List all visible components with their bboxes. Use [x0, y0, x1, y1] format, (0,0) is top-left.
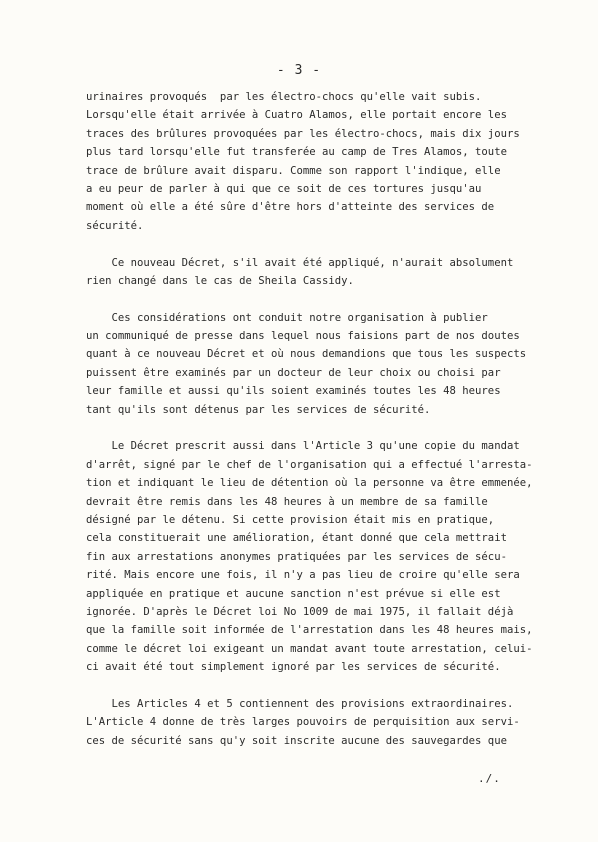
- text-line: désigné par le détenu. Si cette provision était mis en pratique,: [86, 513, 495, 526]
- text-line: leur famille et aussi qu'ils soient examinés toutes les 48 heures: [86, 385, 501, 398]
- text-line: Ce nouveau Décret, s'il avait été appliqué, n'aurait absolument: [86, 256, 514, 269]
- continuation-mark: ./.: [478, 772, 501, 785]
- paragraph-gap: [86, 677, 556, 695]
- text-line: plus tard lorsqu'elle fut transferée au camp de Tres Alamos, toute: [86, 146, 507, 159]
- text-line: urinaires provoqués par les électro-chocs qu'elle vait subis.: [86, 91, 482, 103]
- text-line: comme le décret loi exigeant un mandat avant toute arrestation, celui-: [86, 642, 533, 655]
- text-line: trace de brûlure avait disparu. Comme son rapport l'indique, elle: [86, 164, 501, 177]
- text-line: Les Articles 4 et 5 contiennent des provisions extraordinaires.: [86, 697, 514, 710]
- text-line: tion et indiquant le lieu de détention où la personne va être emmenée,: [86, 477, 533, 490]
- text-line: appliquée en pratique et aucune sanction n'est prévue si elle est: [86, 587, 501, 600]
- text-line: moment où elle a été sûre d'être hors d'atteinte des services de: [86, 201, 495, 214]
- text-line: traces des brûlures provoquées par les électro-chocs, mais dix jours: [86, 127, 520, 140]
- text-line: ci avait été tout simplement ignoré par les services de sécurité.: [86, 661, 501, 674]
- text-line: a eu peur de parler à qui que ce soit de ces tortures jusqu'au: [86, 182, 482, 195]
- page-number: [0, 63, 598, 78]
- text-line: Ces considérations ont conduit notre organisation à publier: [86, 311, 488, 324]
- text-line: ignorée. D'après le Décret loi No 1009 de mai 1975, il fallait déjà: [86, 605, 514, 618]
- paragraph-gap: [86, 290, 556, 308]
- text-line: devrait être remis dans les 48 heures à un membre de sa famille: [86, 495, 488, 508]
- paragraph-gap: [86, 419, 556, 437]
- text-line: d'arrêt, signé par le chef de l'organisation qui a effectué l'arresta-: [86, 458, 533, 471]
- text-line: Le Décret prescrit aussi dans l'Article 3 qu'une copie du mandat: [86, 440, 520, 453]
- paragraph-gap: [86, 235, 556, 253]
- text-line: un communiqué de presse dans lequel nous faisions part de nos doutes: [86, 330, 520, 343]
- page-number-text: - 3 -: [276, 63, 322, 78]
- paragraph: [86, 437, 556, 676]
- text-line: tant qu'ils sont détenus par les services de sécurité.: [86, 403, 431, 416]
- text-line: cela constituerait une amélioration, étant donné que cela mettrait: [86, 532, 507, 545]
- text-line: quant à ce nouveau Décret et où nous demandions que tous les suspects: [86, 348, 527, 361]
- paragraph: [86, 309, 556, 419]
- text-line: Lorsqu'elle était arrivée à Cuatro Alamos, elle portait encore les: [86, 109, 507, 122]
- text-line: ces de sécurité sans qu'y soit inscrite aucune des sauvegardes que: [86, 734, 507, 747]
- text-line: L'Article 4 donne de très larges pouvoirs de perquisition aux servi-: [86, 716, 520, 729]
- paragraph: [86, 695, 556, 750]
- text-line: rien changé dans le cas de Sheila Cassidy.: [86, 274, 354, 287]
- text-line: sécurité.: [86, 219, 144, 232]
- text-line: puissent être examinés par un docteur de leur choix ou choisi par: [86, 366, 501, 379]
- paragraph: [86, 88, 556, 235]
- paragraph: [86, 254, 556, 291]
- text-line: rité. Mais encore une fois, il n'y a pas lieu de croire qu'elle sera: [86, 569, 520, 582]
- text-line: que la famille soit informée de l'arrestation dans les 48 heures mais,: [86, 624, 533, 637]
- body-text: [86, 88, 556, 750]
- text-line: fin aux arrestations anonymes pratiquées par les services de sécu-: [86, 550, 507, 563]
